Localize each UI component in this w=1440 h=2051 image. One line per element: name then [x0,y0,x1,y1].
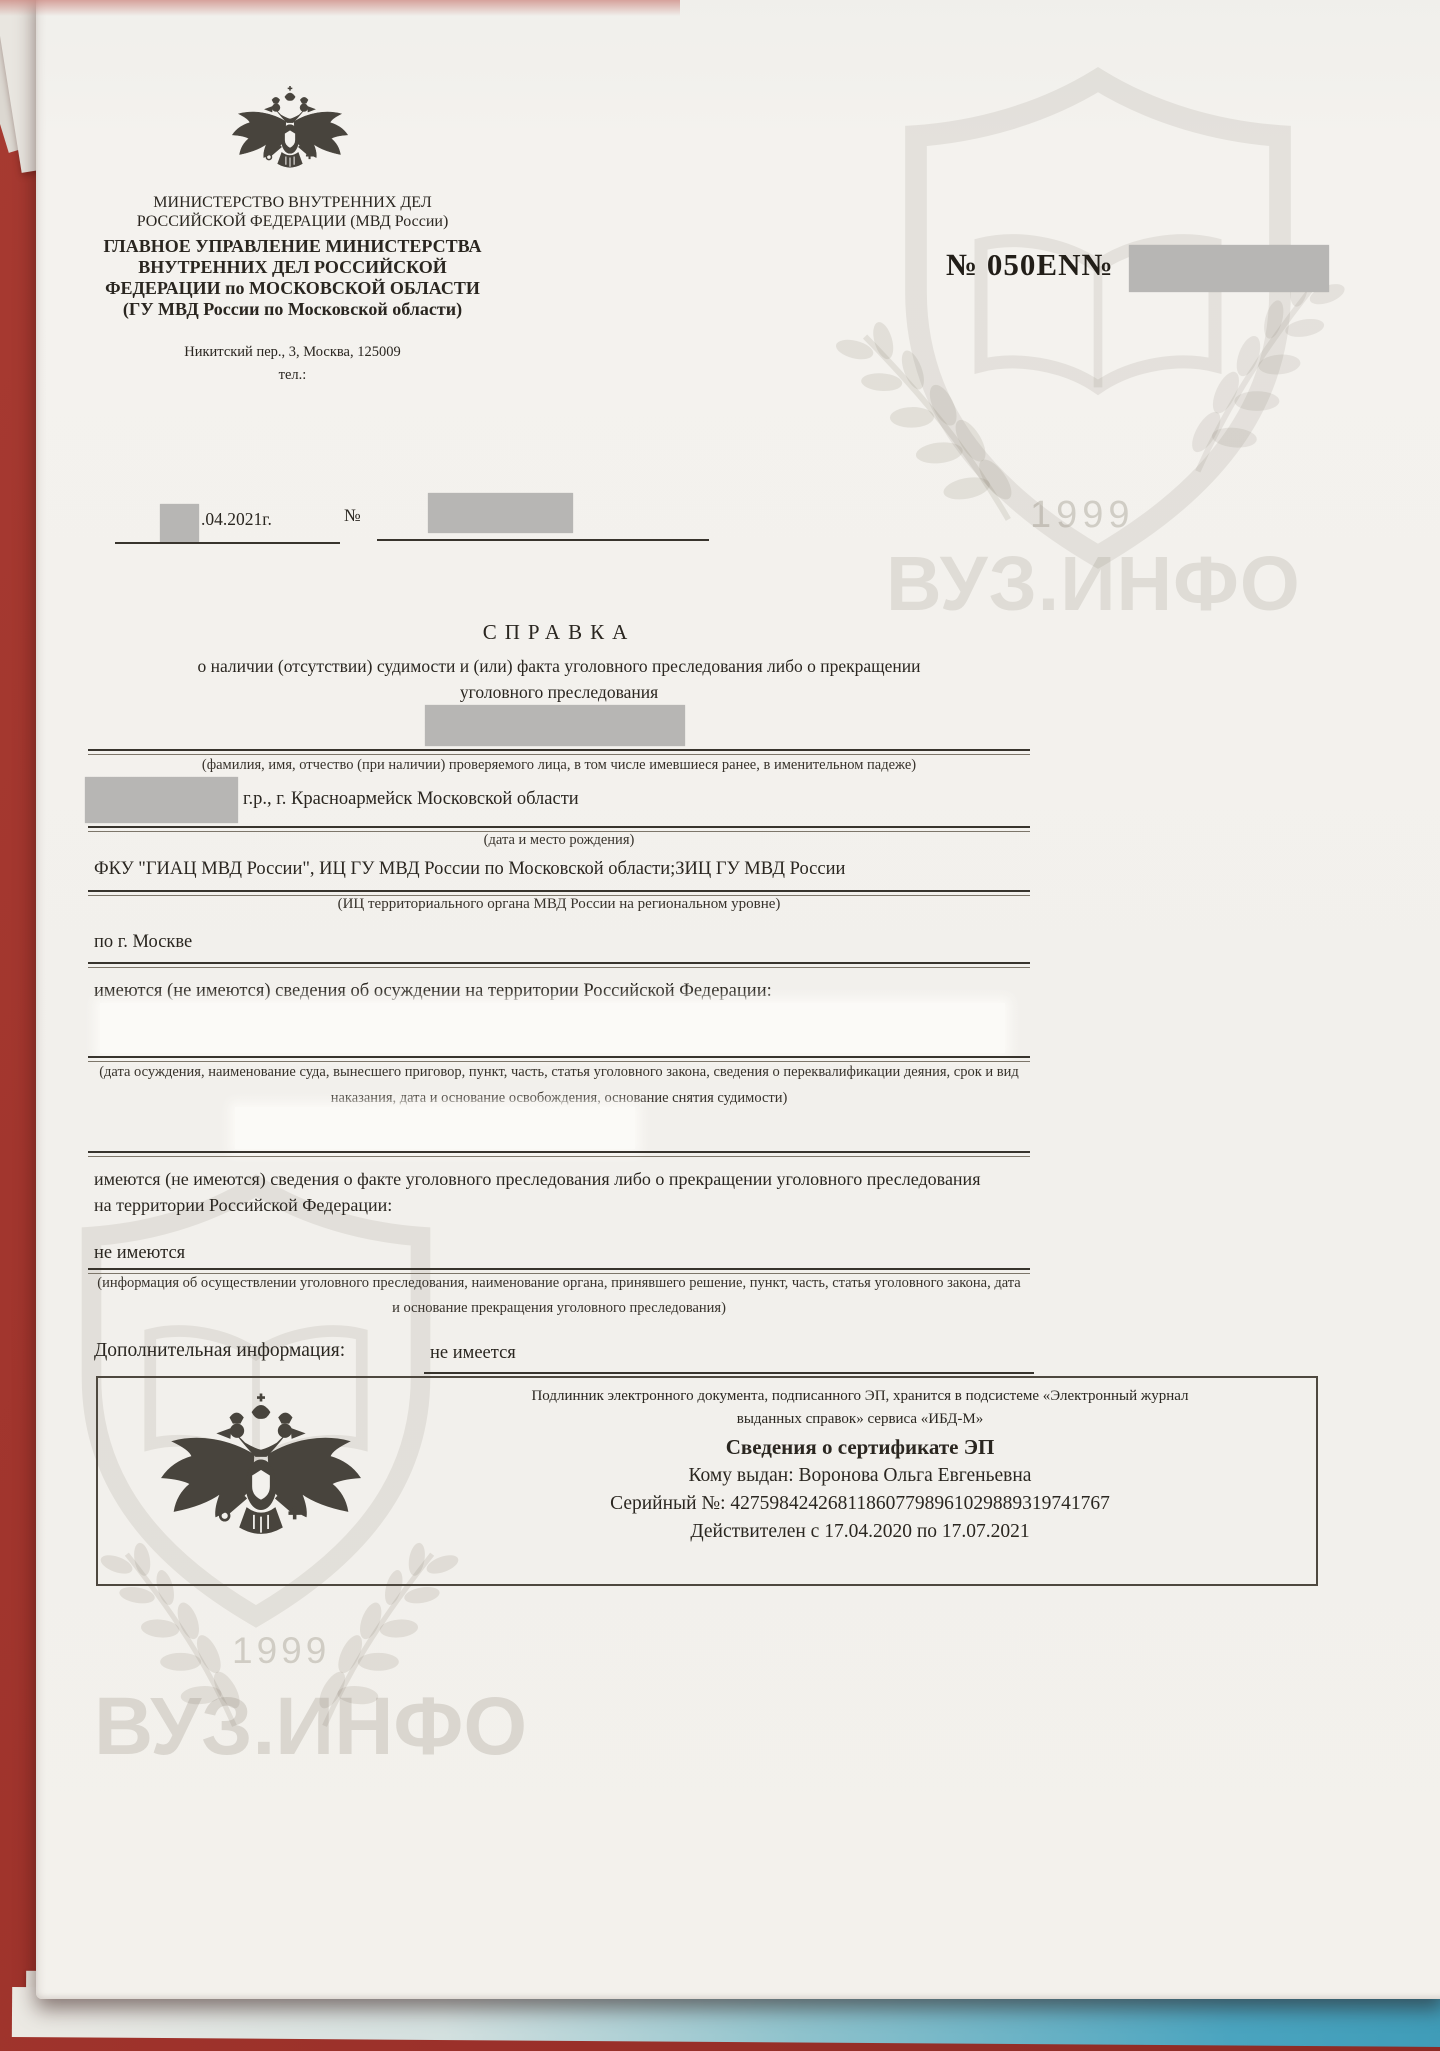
person-name-caption: (фамилия, имя, отчество (при наличии) проверяемого лица, в том числе имевшиеся ранее, в именительном падеже) [201,757,917,773]
mvd-eagle-emblem [228,84,352,192]
registry-city-value: по г. Москве [94,932,193,952]
org-phone-label: тел.: [278,367,307,383]
conviction-section-label: имеются (не имеются) сведения об осуждении на территории Российской Федерации: [94,981,772,1001]
second-rule [88,1151,1030,1157]
signature-validity-period: Действителен с 17.04.2020 по 17.07.2021 [690,1521,1030,1542]
additional-info-value: не имеется [430,1343,516,1363]
birth-place-value: г.р., г. Красноармейск Московской области [243,789,579,809]
directorate-name-line-3: ФЕДЕРАЦИИ по МОСКОВСКОЙ ОБЛАСТИ [105,278,480,298]
conviction-whiteout-area [100,1003,1005,1053]
prosecution-caption-line-1: (информация об осуществлении уголовного преследования, наименование органа, принявшего решение, пункт, часть, статья уголовного закона, дата [97,1275,1021,1291]
certificate-subtitle-line-1: о наличии (отсутствии) судимости и (или) факта уголовного преследования либо о прекращении [197,656,921,676]
conviction-rule [88,1056,1030,1062]
additional-info-underline [424,1372,1034,1374]
prosecution-value: не имеются [94,1243,186,1263]
directorate-name-line-4: (ГУ МВД России по Московской области) [122,299,463,319]
document-number: № 050EN№ [946,247,1114,282]
directorate-name-line-1: ГЛАВНОЕ УПРАВЛЕНИЕ МИНИСТЕРСТВА [103,236,482,256]
birth-date-redaction [85,777,238,823]
issue-date: .04.2021г. [201,509,272,529]
signature-note-line-2: выданных справок» сервиса «ИБД-М» [736,1411,984,1427]
person-name-rule [88,749,1030,755]
signature-issued-to: Кому выдан: Воронова Ольга Евгеньевна [688,1465,1032,1486]
photo-top-edge-tint [0,0,680,16]
outgoing-number-redaction [428,493,573,533]
watermark-year-bottom-left: 1999 [232,1630,331,1671]
org-address: Никитский пер., 3, Москва, 125009 [184,344,401,360]
conviction-caption-line-1: (дата осуждения, наименование суда, вынесшего приговор, пункт, часть, статья уголовного закона, сведения о переквалификации деяния, срок и вид [99,1064,1019,1080]
prosecution-rule [88,1268,1030,1274]
signature-note-line-1: Подлинник электронного документа, подписанного ЭП, хранится в подсистеме «Электронный журнал [531,1388,1189,1404]
signature-certificate-title: Сведения о сертификате ЭП [725,1435,995,1459]
prosecution-caption-line-2: и основание прекращения уголовного преследования) [392,1300,726,1316]
signature-serial-number: Серийный №: 427598424268118607798961029889319741767 [610,1493,1110,1514]
ministry-name-line-2: РОССИЙСКОЙ ФЕДЕРАЦИИ (МВД России) [136,213,449,230]
birth-caption: (дата и место рождения) [483,832,635,848]
document-number-redaction [1129,245,1329,292]
outgoing-number-underline [377,539,709,541]
additional-info-label: Дополнительная информация: [94,1340,346,1361]
watermark-brand-bottom-left: ВУЗ.ИНФО [94,1681,528,1772]
person-name-redaction [425,705,685,746]
conviction-caption-line-2: наказания, дата и основание освобождения, основание снятия судимости) [330,1090,788,1106]
outgoing-number-label: № [344,505,361,525]
second-whiteout-area [235,1107,635,1149]
registry-city-rule [88,962,1030,968]
registry-caption: (ИЦ территориального органа МВД России на региональном уровне) [337,896,781,912]
ministry-name-line-1: МИНИСТЕРСТВО ВНУТРЕННИХ ДЕЛ [153,194,432,211]
issue-date-underline [115,542,340,544]
watermark-year-top-right: 1999 [1030,494,1135,536]
certificate-subtitle-line-2: уголовного преследования [459,682,659,702]
directorate-name-line-2: ВНУТРЕННИХ ДЕЛ РОССИЙСКОЙ [138,257,447,277]
mvd-eagle-emblem-large [150,1390,372,1576]
prosecution-section-label-line-1: имеются (не имеются) сведения о факте уголовного преследования либо о прекращении уголовного преследования [94,1169,981,1189]
watermark-brand-top-right: ВУЗ.ИНФО [886,541,1301,627]
prosecution-section-label-line-2: на территории Российской Федерации: [94,1195,393,1215]
issue-date-redaction [160,504,199,542]
certificate-title: СПРАВКА [482,620,636,644]
registry-value: ФКУ "ГИАЦ МВД России", ИЦ ГУ МВД России по Московской области;ЗИЦ ГУ МВД России [94,859,846,879]
